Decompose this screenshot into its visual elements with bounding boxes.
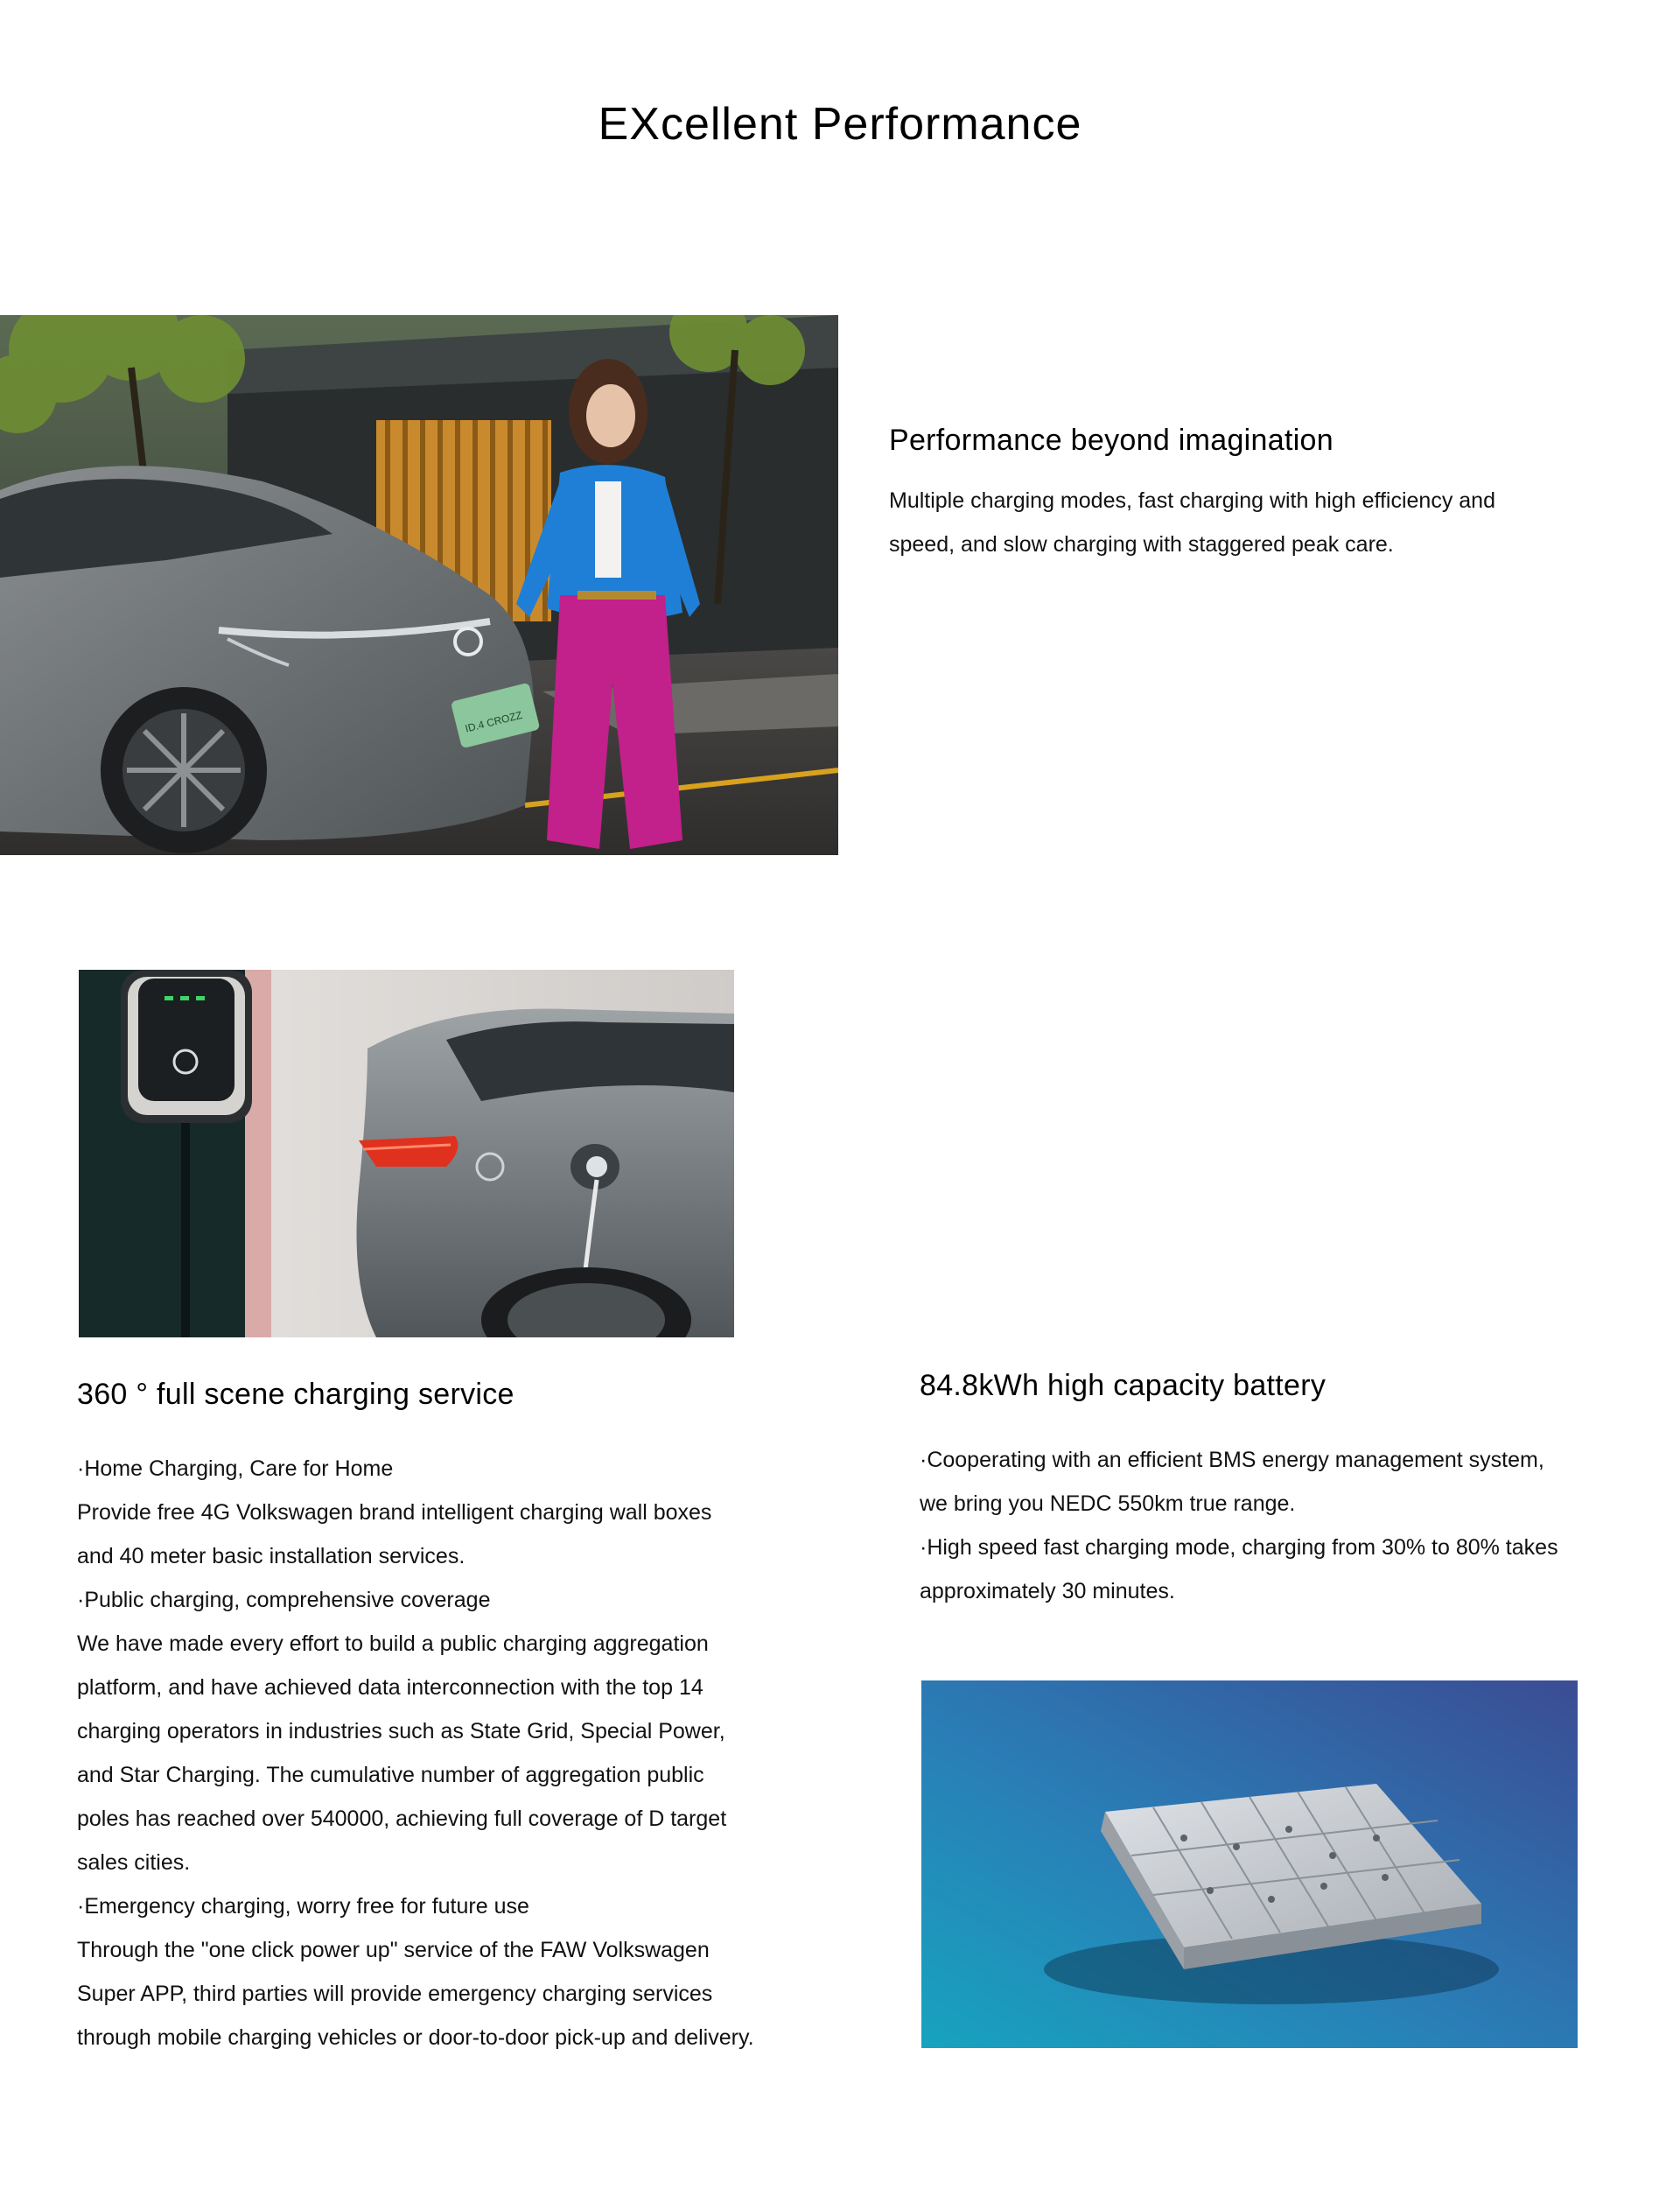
feature-charging-title: 360 ° full scene charging service: [77, 1378, 514, 1411]
hero-car-woman-photo: [0, 315, 838, 855]
feature-charging: [77, 1378, 847, 2059]
feature-performance: [889, 424, 1589, 566]
feature-performance-text: Multiple charging modes, fast charging with high efficiency and speed, and slow charging with staggered peak care.: [889, 488, 1495, 557]
feature-battery: [920, 1369, 1620, 1613]
battery-pack-photo: [921, 1680, 1578, 2048]
feature-charging-text: ·Home Charging, Care for Home Provide free 4G Volkswagen brand intelligent charging wall boxes and 40 meter basic installation services. ·Public charging, comprehensive coverage We have made every effort to build a public charging aggregation platform, and have achieved data interconnection with the top 14 charging operators in industries such as State Grid, Special Power, and Star Charging. The cumulative number of aggregation public poles has reached over 540000, achieving full coverage of D target sales cities. ·Emergency charging, worry free for future use Through the "one click power up" service of the FAW Volkswagen Super APP, third parties will provide emergency charging services through mobile charging vehicles or door-to-door pick-up and delivery.: [77, 1456, 754, 2050]
license-plate-text: ID.4 CROZZ: [464, 708, 524, 735]
page-title: EXcellent Performance: [598, 99, 1082, 150]
feature-battery-text: ·Cooperating with an efficient BMS energy management system, we bring you NEDC 550km true range. ·High speed fast charging mode, charging from 30% to 80% takes approximately 30 minutes.: [920, 1448, 1558, 1603]
feature-battery-title: 84.8kWh high capacity battery: [920, 1369, 1326, 1402]
feature-performance-title: Performance beyond imagination: [889, 424, 1334, 457]
charging-wallbox-photo: [79, 970, 734, 1337]
